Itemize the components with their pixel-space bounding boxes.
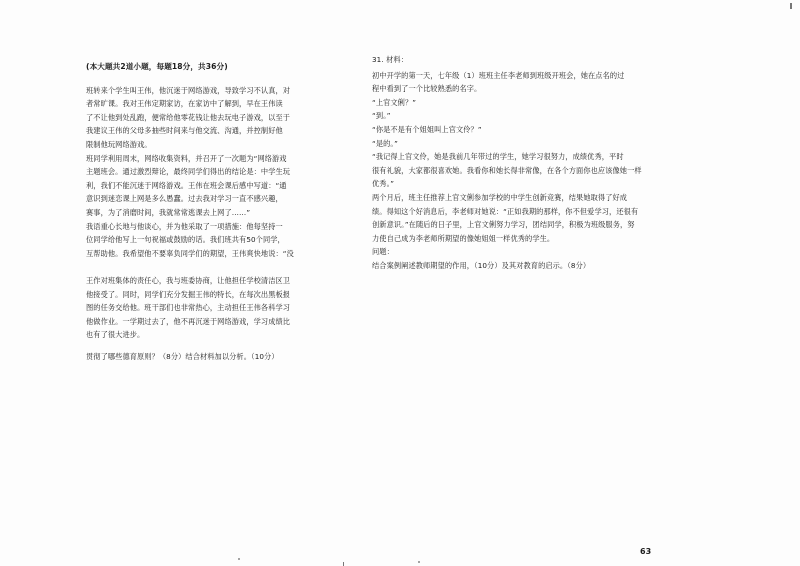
scan-mark xyxy=(343,562,344,566)
material-line: 利，我们不能沉迷于网络游戏。王伟在班会课后感中写道：“通 xyxy=(86,180,287,190)
material-line: 图的任务交给他。班干部们也非常热心，主动担任王伟各科学习 xyxy=(86,303,291,313)
question-text: 结合案例阐述教师期望的作用，（10分）及其对教育的启示。（8分） xyxy=(372,260,591,270)
material-line: “你是不是有个姐姐叫上官文伶？” xyxy=(372,124,482,134)
material-line: 王作对班集体的责任心，我与班委协商，让他担任学校清洁区卫 xyxy=(86,275,291,285)
page-number: 63 xyxy=(640,547,652,556)
material-line: 优秀。” xyxy=(372,179,395,189)
material-line: 意识到迷恋课上网是多么愚蠢。过去我对学习一直不感兴趣， xyxy=(86,194,283,204)
material-line: 创新意识。”在随后的日子里，上官文俐努力学习，团结同学，积极为班级服务，努 xyxy=(372,220,635,230)
material-line: 力使自己成为李老师所期望的像她姐姐一样优秀的学生。 xyxy=(372,233,555,243)
scan-speck xyxy=(418,561,420,563)
scan-mark xyxy=(790,3,792,9)
material-line: 赛事，为了消磨时间，我就常常逃课去上网了……” xyxy=(86,207,251,217)
material-line: 限制他玩网络游戏。 xyxy=(86,139,152,149)
material-line: 很有礼貌，大家都很喜欢她。我看你和她长得非常像，在各个方面你也应该像她一样 xyxy=(372,165,642,175)
material-line: “我记得上官文伶，她是我前几年带过的学生，她学习很努力，成绩优秀，平时 xyxy=(372,152,624,162)
material-line: “到。” xyxy=(372,111,391,121)
material-line: 主题班会。通过激烈辩论，最终同学们得出的结论是：中学生玩 xyxy=(86,167,291,177)
scan-speck xyxy=(238,558,240,560)
material-line xyxy=(86,260,348,274)
material-line: 了不让他到处乱跑，便常给他零花钱让他去玩电子游戏，以至于 xyxy=(86,112,291,122)
question-number: 31. 材料： xyxy=(372,55,408,64)
right-column xyxy=(372,53,652,273)
material-line: “是的。” xyxy=(372,138,398,148)
material-line: 者常旷课。我对王伟定期家访，在家访中了解到，早在王伟读 xyxy=(86,99,283,109)
material-line: “上官文俐？” xyxy=(372,97,417,107)
material-line: 他做作业。一学期过去了，他不再沉迷于网络游戏，学习成绩比 xyxy=(86,316,291,326)
material-line: 两个月后，班主任推荐上官文俐参加学校的中学生创新竞赛，结果她取得了好成 xyxy=(372,192,628,202)
left-column xyxy=(86,60,348,363)
question-text: 贯彻了哪些德育原则？（8分）结合材料加以分析。（10分） xyxy=(86,351,279,361)
material-line: 互帮助他。我希望他不要辜负同学们的期望，王伟爽快地说：“没 xyxy=(86,248,294,258)
material-line: 他接受了。同时，同学们充分发掘王伟的特长，在每次出黑板报 xyxy=(86,289,291,299)
material-line: 我语重心长地与他谈心，并为他采取了一项措施：他每坚持一 xyxy=(86,221,283,231)
material-line: 班转来个学生叫王伟，他沉迷于网络游戏，导致学习不认真，对 xyxy=(86,85,291,95)
material-line: 绩。得知这个好消息后，李老师对她说：“正如我期的那样，你不但爱学习，还很有 xyxy=(372,206,639,216)
material-line: 班同学利用周末，网络收集资料，并召开了一次题为“网络游戏 xyxy=(86,153,287,163)
material-line: 初中开学的第一天，七年级（1）班班主任李老师到班级开班会，她在点名的过 xyxy=(372,70,625,80)
question-label: 问题： xyxy=(372,247,394,257)
section-header: (本大题共2道小题，每题18分，共36分) xyxy=(86,62,228,71)
material-line: 程中看到了一个比较熟悉的名字。 xyxy=(372,84,482,94)
material-line: 我建议王伟的父母多抽些时间来与他交流、沟通，并控制好他 xyxy=(86,126,283,136)
material-line: 位同学给他写上一句祝福或鼓励的话。我们班共有50个同学， xyxy=(86,235,285,245)
material-line: 也有了很大进步。 xyxy=(86,330,145,340)
